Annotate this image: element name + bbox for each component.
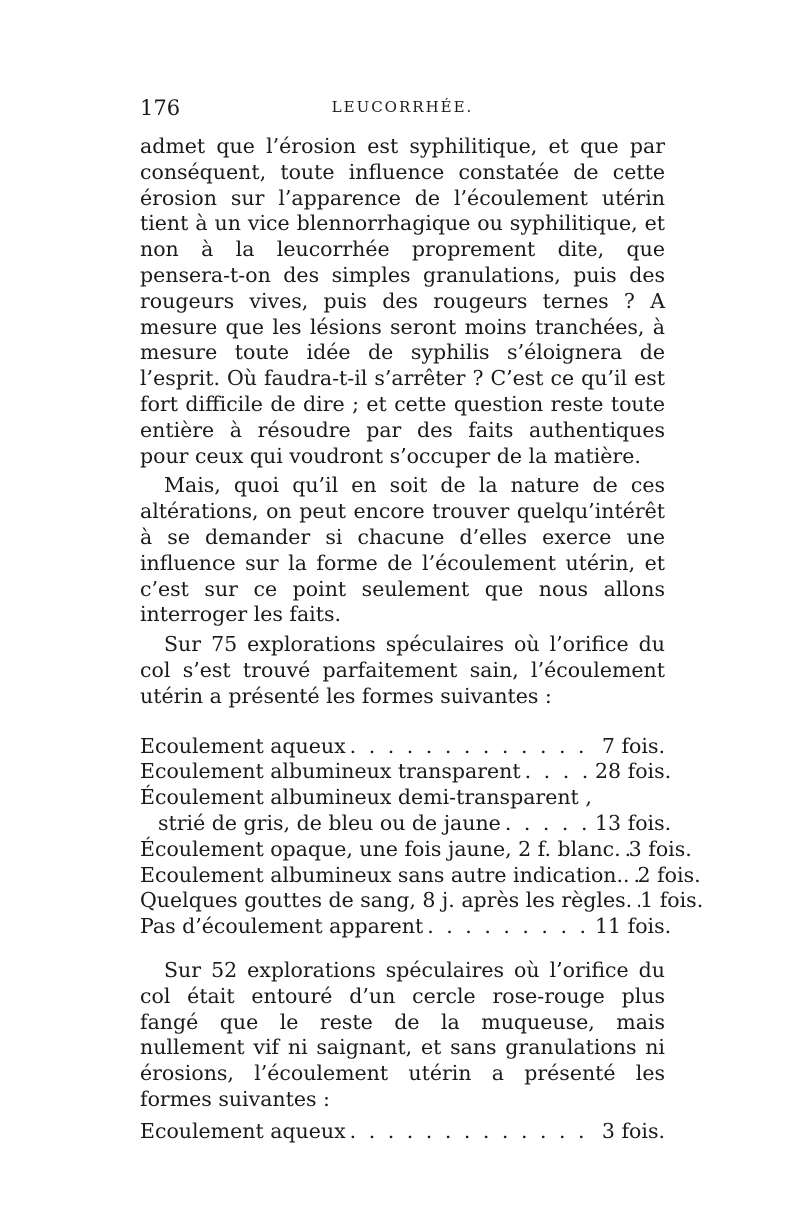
dot-leader — [521, 759, 595, 785]
dot-leader — [346, 734, 595, 760]
dot-leader — [632, 888, 640, 914]
list-item: Écoulement opaque, une fois jaune, 2 f. blanc. . . . 3 fois. — [140, 837, 665, 863]
running-title: LEUCORRHÉE. — [331, 98, 474, 116]
list-item: Ecoulement aqueux . . . 3 fois. — [140, 1119, 665, 1145]
dot-leader — [630, 863, 638, 889]
discharge-list-1 — [140, 733, 704, 940]
page-header — [140, 96, 665, 130]
list-item: Quelques gouttes de sang, 8 j. après les règles. . . . 1 fois. — [140, 888, 665, 914]
list-item: Ecoulement aqueux . . . 7 fois. — [140, 734, 665, 760]
paragraph-3: Sur 75 explorations spéculaires où l’orifice du col s’est trouvé parfaitement sain, l’écoulement utérin a présenté les formes suivantes : — [140, 632, 665, 708]
paragraph-2: Mais, quoi qu’il en soit de la nature de ces altérations, on peut encore trouver quelqu’intérêt à se demander si chacune d’elles exerce une influence sur la forme de l’écoulement utérin, et c’est sur ce point seulement que nous allons interroger les faits. — [140, 473, 665, 627]
list-item: Écoulement albumineux demi-transparent , — [140, 785, 592, 810]
list-item: Pas d’écoulement apparent . . . 11 fois. — [140, 914, 665, 940]
dot-leader — [621, 837, 629, 863]
page-number: 176 — [140, 96, 181, 120]
body-text — [140, 134, 704, 1162]
dot-leader — [423, 914, 595, 940]
list-item: Ecoulement albumineux sans autre indication.. . . . 2 fois. — [140, 863, 665, 889]
list-item: Ecoulement albumineux transparent . . . 28 fois. — [140, 759, 665, 785]
list-item: strié de gris, de bleu ou de jaune . . . 13 fois. — [140, 811, 665, 837]
paragraph-4: Sur 52 explorations spéculaires où l’orifice du col était entouré d’un cercle rose-rouge plus fangé que le reste de la muqueuse, mais nullement vif ni saignant, et sans granulations ni érosions, l’écoulement utérin a présenté les formes suivantes : — [140, 957, 665, 1111]
discharge-list-2 — [140, 1119, 665, 1145]
paragraph-1: admet que l’érosion est syphilitique, et que par conséquent, toute influence constatée de cette érosion sur l’apparence de l’écoulement utérin tient à un vice blennorrhagique ou syphilitique, et non à la leucorrhée proprement dite, que pensera-t-on des simples granulations, puis des rougeurs vives, puis des rougeurs ternes ? A mesure que les lésions seront moins tranchées, à mesure toute idée de syphilis s’éloignera de l’esprit. Où faudra-t-il s’arrêter ? C’est ce qu’il est fort difficile de dire ; et cette question reste toute entière à résoudre par des faits authentiques pour ceux qui voudront s’occuper de la matière. — [140, 134, 665, 468]
dot-leader — [346, 1119, 595, 1145]
dot-leader — [501, 811, 595, 837]
